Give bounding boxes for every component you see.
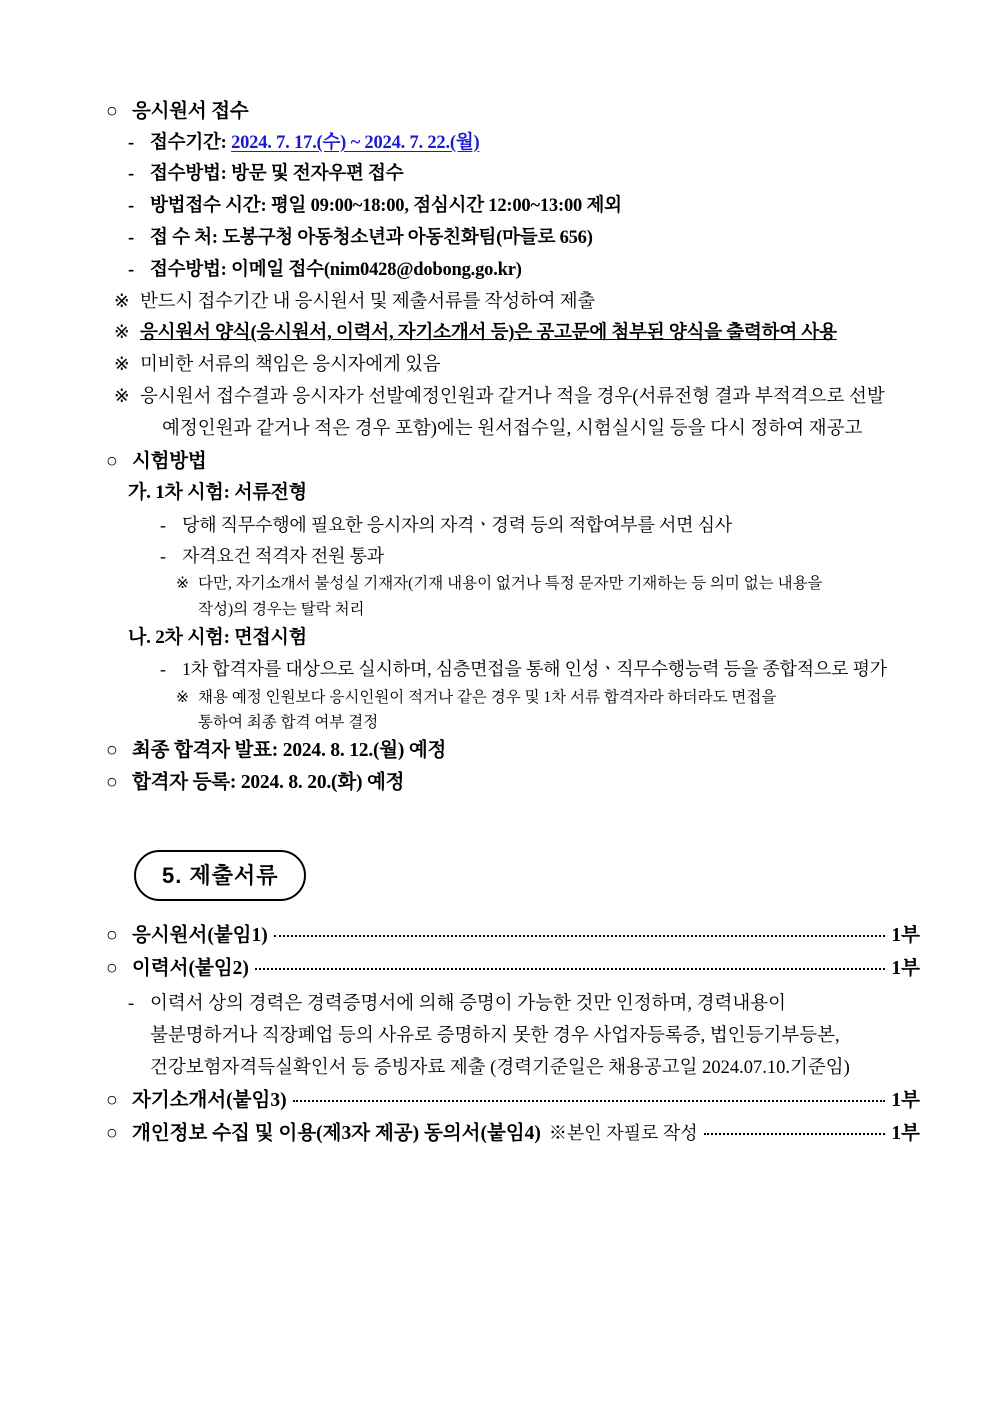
heading-exam-method: [106, 446, 920, 478]
subheading-second-exam: 나. 2차 시험: 면접시험: [128, 626, 307, 648]
bullet-dash: -: [128, 164, 134, 185]
doc-label: 이력서(붙임2): [132, 958, 249, 980]
receipt-period-link[interactable]: 2024. 7. 17.(수) ~ 2024. 7. 22.(월): [231, 132, 480, 153]
section-title-documents: 5. 제출서류: [134, 850, 306, 901]
note-text: 반드시 접수기간 내 응시원서 및 제출서류를 작성하여 제출: [140, 291, 596, 312]
detail-text: 자격요건 적격자 전원 통과: [182, 545, 384, 566]
bullet-reference-mark: ※: [114, 387, 130, 408]
detail-text: 1차 합격자를 대상으로 실시하며, 심층면접을 통해 인성ㆍ직무수행능력 등을 종합적으로 평가: [182, 659, 887, 679]
note-line-1: 응시원서 접수결과 응시자가 선발예정인원과 같거나 적을 경우(서류전형 결과 부적격으로 선발: [140, 387, 885, 408]
item-receipt-email: [128, 255, 920, 287]
dotted-leader: [704, 1133, 886, 1135]
first-exam-detail-2: [160, 541, 920, 572]
item-text: 접 수 처: 도봉구청 아동청소년과 아동친화팀(마들로 656): [150, 228, 593, 249]
note-reannouncement: [114, 382, 920, 446]
second-exam-detail-1: [160, 654, 920, 685]
doc-item-privacy-consent: [106, 1117, 920, 1150]
item-receipt-hours: [128, 191, 920, 223]
heading-text: 응시원서 접수: [132, 101, 249, 122]
bullet-circle: ○: [106, 925, 118, 947]
bullet-reference-mark: ※: [114, 355, 130, 376]
doc-item-self-introduction: [106, 1084, 920, 1117]
item-registration: [106, 767, 920, 799]
bullet-circle: ○: [106, 958, 118, 980]
note-line-2: 불분명하거나 직장폐업 등의 사유로 증명하지 못한 경우 사업자등록증, 법인등기부등본,: [150, 1025, 840, 1046]
detail-text: 당해 직무수행에 필요한 응시자의 자격ㆍ경력 등의 적합여부를 서면 심사: [182, 514, 733, 535]
note-line-3: 건강보험자격득실확인서 등 증빙자료 제출 (경력기준일은 채용공고일 2024.07.10.기준임): [150, 1057, 850, 1078]
heading-text: 시험방법: [132, 450, 207, 472]
doc-label: 응시원서(붙임1): [132, 925, 268, 947]
receipt-period-label: 접수기간:: [150, 132, 232, 153]
doc-count: 1부: [891, 1090, 920, 1112]
bullet-reference-mark: ※: [114, 323, 130, 344]
item-receipt-method: [128, 159, 920, 191]
doc-count: 1부: [891, 958, 920, 980]
bullet-circle: ○: [106, 1090, 118, 1112]
first-exam-note: [176, 571, 920, 621]
note-incomplete-docs: [114, 350, 920, 382]
item-text: 접수방법: 방문 및 전자우편 접수: [150, 164, 404, 185]
item-text: 방법접수 시간: 평일 09:00~18:00, 점심시간 12:00~13:00 제외: [150, 196, 622, 217]
section-header-wrapper: [134, 850, 920, 901]
note-line-2: 작성)의 경우는 탈락 처리: [198, 600, 365, 618]
dotted-leader: [274, 935, 886, 937]
note-text: 응시원서 양식(응시원서, 이력서, 자기소개서 등)은 공고문에 첨부된 양식을 출력하여 사용: [140, 323, 837, 344]
bullet-dash: -: [160, 514, 166, 535]
doc-label: 개인정보 수집 및 이용(제3자 제공) 동의서(붙임4): [132, 1123, 541, 1145]
note-submit-within-period: [114, 287, 920, 319]
bullet-reference-mark: ※: [176, 688, 189, 706]
bullet-dash: -: [128, 196, 134, 217]
item-final-announcement: [106, 735, 920, 767]
item-text: 접수방법: 이메일 접수(nim0428@dobong.go.kr): [150, 259, 522, 280]
bullet-reference-mark: ※: [176, 575, 189, 593]
resume-career-note: [128, 988, 920, 1085]
bullet-circle: ○: [106, 101, 118, 122]
note-line-1: 다만, 자기소개서 불성실 기재자(기재 내용이 없거나 특정 문자만 기재하는 등 의미 없는 내용을: [198, 575, 823, 593]
bullet-dash: -: [128, 132, 134, 153]
note-form-usage: [114, 318, 920, 350]
note-line-2: 예정인원과 같거나 적은 경우 포함)에는 원서접수일, 시험실시일 등을 다시 정하여 재공고: [162, 418, 863, 439]
note-text: 미비한 서류의 책임은 응시자에게 있음: [140, 355, 441, 376]
bullet-circle: ○: [106, 740, 118, 762]
item-receipt-period: [128, 128, 920, 160]
note-line-1: 이력서 상의 경력은 경력증명서에 의해 증명이 가능한 것만 인정하며, 경력내용이: [150, 993, 786, 1014]
bullet-circle: ○: [106, 771, 118, 793]
doc-label: 자기소개서(붙임3): [132, 1090, 287, 1112]
doc-count: 1부: [891, 925, 920, 947]
second-exam-note: [176, 685, 920, 735]
bullet-reference-mark: ※: [114, 291, 130, 312]
doc-item-application-form: [106, 919, 920, 952]
dotted-leader: [293, 1100, 886, 1102]
item-receipt-place: [128, 223, 920, 255]
note-line-1: 채용 예정 인원보다 응시인원이 적거나 같은 경우 및 1차 서류 합격자라 하더라도 면접을: [198, 688, 777, 706]
doc-count: 1부: [891, 1123, 920, 1145]
note-line-2: 통하여 최종 합격 여부 결정: [198, 714, 379, 732]
bullet-circle: ○: [106, 450, 118, 472]
dotted-leader: [255, 968, 885, 970]
bullet-dash: -: [128, 993, 135, 1014]
bullet-dash: -: [160, 545, 166, 566]
first-exam-detail-1: [160, 510, 920, 541]
heading-application: [106, 96, 920, 128]
bullet-circle: ○: [106, 1123, 118, 1145]
doc-item-resume: [106, 952, 920, 985]
bullet-dash: -: [128, 259, 134, 280]
subheading-first-exam: 가. 1차 시험: 서류전형: [128, 482, 307, 504]
doc-label-note: ※본인 자필로 작성: [548, 1123, 698, 1144]
item-text: 합격자 등록: 2024. 8. 20.(화) 예정: [132, 771, 405, 793]
bullet-dash: -: [128, 228, 134, 249]
bullet-dash: -: [160, 659, 166, 679]
item-text: 최종 합격자 발표: 2024. 8. 12.(월) 예정: [132, 740, 447, 762]
